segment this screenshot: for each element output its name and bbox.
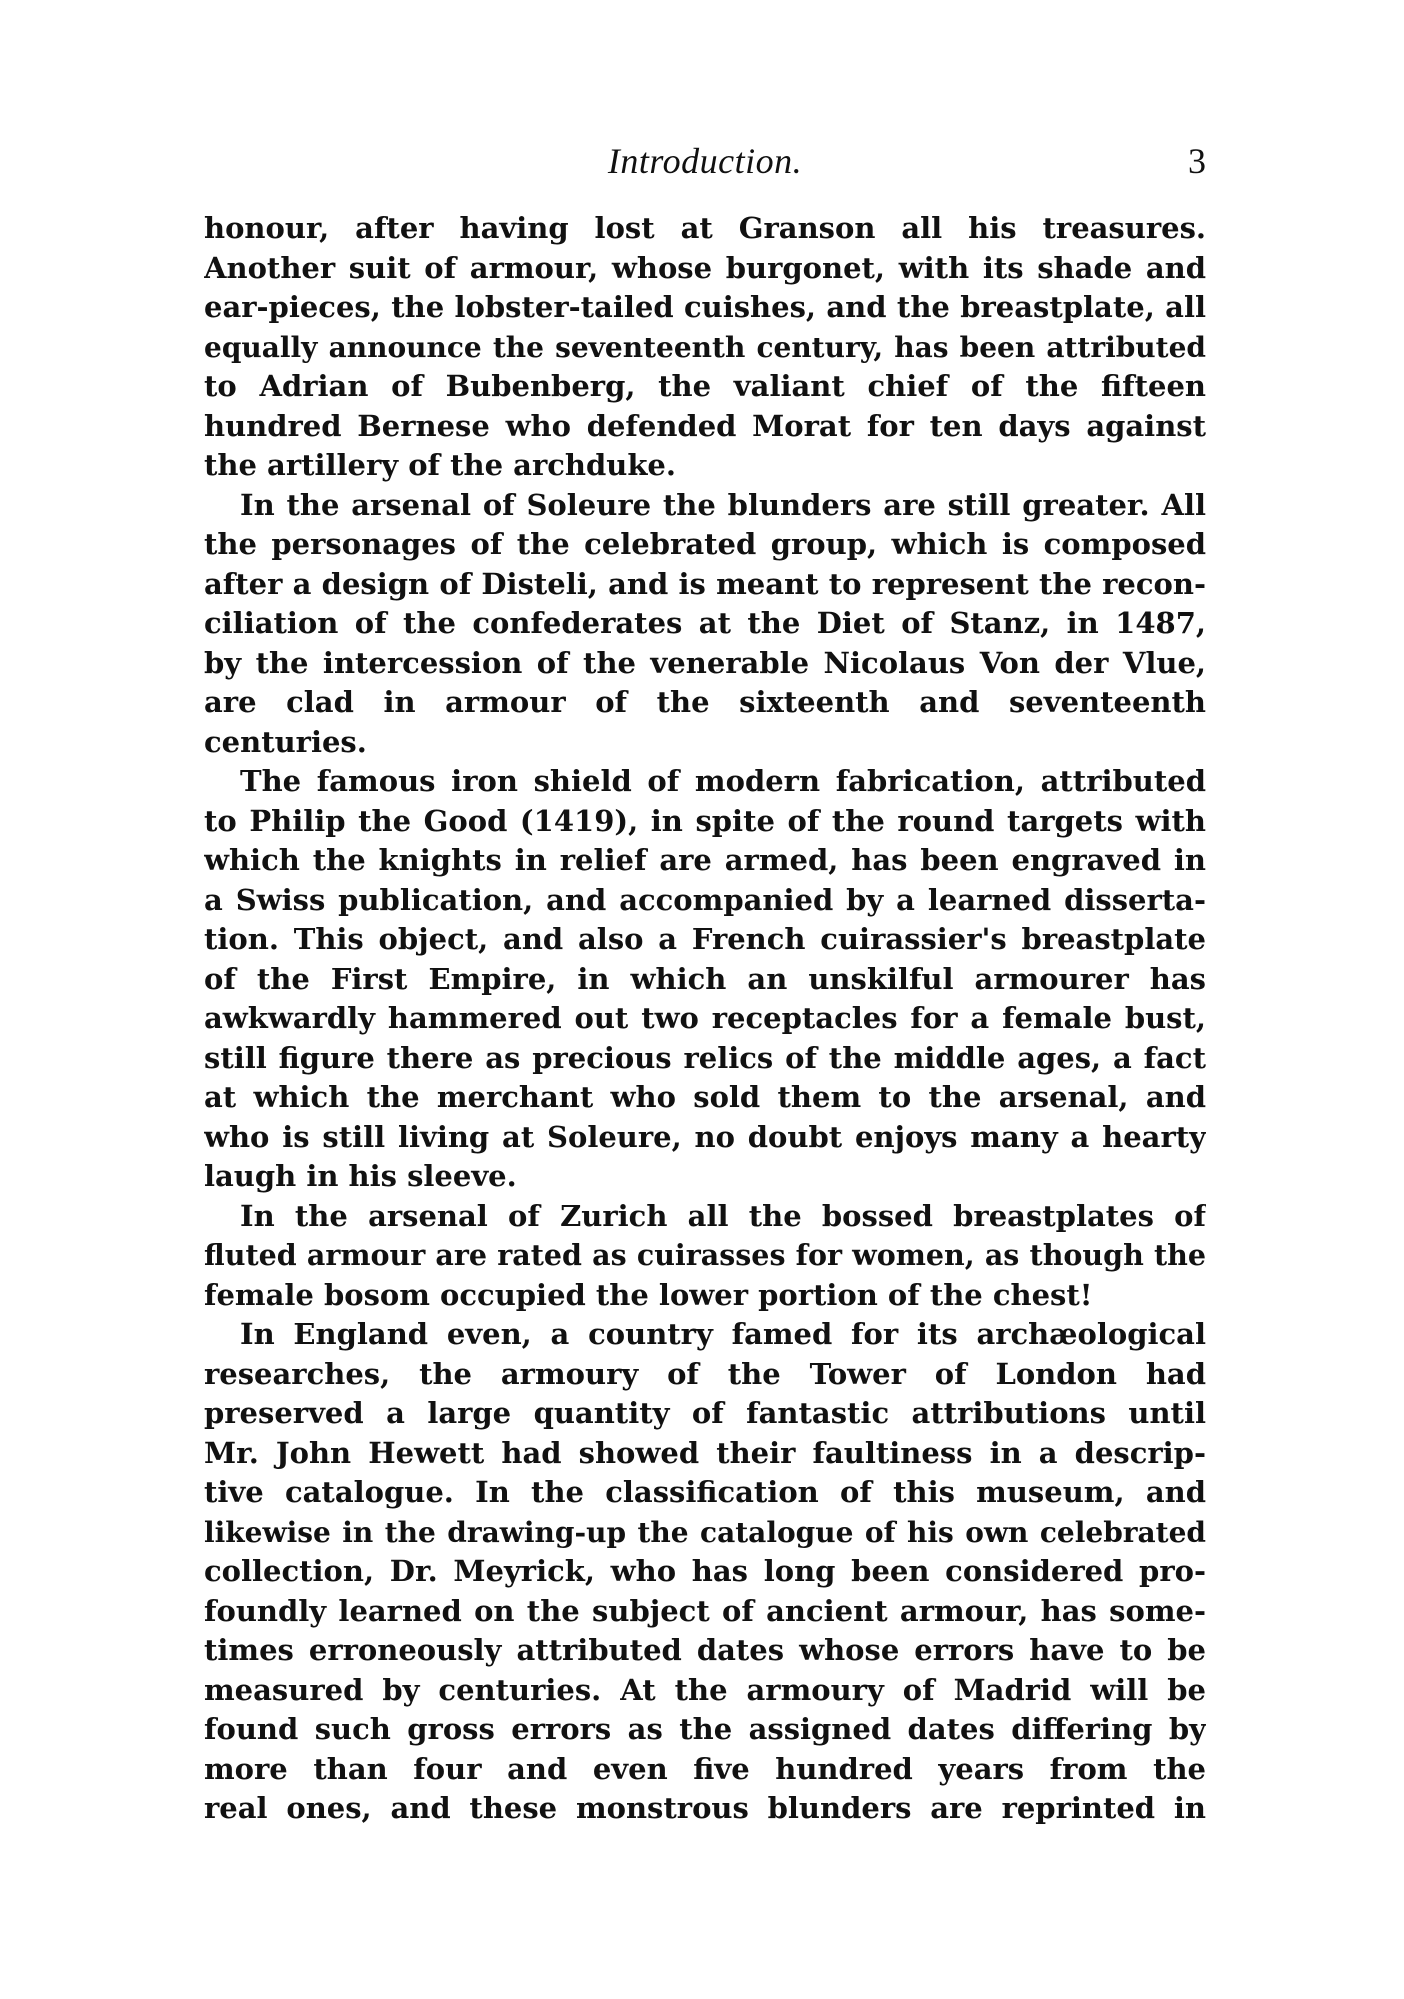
- text-line: honour, after having lost at Granson all his treasures.: [204, 211, 1206, 245]
- text-line: Mr. John Hewett had showed their faultiness in a descrip-: [204, 1435, 1206, 1470]
- text-line: the artillery of the archduke.: [204, 448, 676, 482]
- text-line: awkwardly hammered out two receptacles for a female bust,: [204, 1001, 1206, 1035]
- text-line: at which the merchant who sold them to the arsenal, and: [204, 1080, 1206, 1114]
- text-line: found such gross errors as the assigned dates differing by: [204, 1712, 1206, 1746]
- text-line: collection, Dr. Meyrick, who has long been considered pro-: [204, 1554, 1206, 1588]
- text-line: which the knights in relief are armed, has been engraved in: [204, 843, 1206, 877]
- text-line: of the First Empire, in which an unskilful armourer has: [204, 961, 1206, 996]
- text-line: times erroneously attributed dates whose errors have to be: [204, 1633, 1206, 1667]
- text-line: still figure there as precious relics of the middle ages, a fact: [204, 1040, 1206, 1075]
- text-line: a Swiss publication, and accompanied by a learned disserta-: [204, 882, 1206, 917]
- text-line: ear-pieces, the lobster-tailed cuishes, and the breastplate, all: [204, 290, 1206, 324]
- text-line: researches, the armoury of the Tower of London had: [204, 1356, 1206, 1391]
- text-line: by the intercession of the venerable Nicolaus Von der Vlue,: [204, 645, 1206, 680]
- text-line: centuries.: [204, 724, 367, 759]
- text-line: the personages of the celebrated group, which is composed: [204, 527, 1206, 561]
- body-text: [204, 209, 1206, 1829]
- text-line: real ones, and these monstrous blunders are reprinted in: [204, 1791, 1206, 1825]
- text-line: likewise in the drawing-up the catalogue of his own celebrated: [204, 1515, 1206, 1549]
- running-title: Introduction.: [607, 141, 803, 181]
- text-line: In the arsenal of Soleure the blunders are still greater. All: [240, 487, 1206, 522]
- page-number: 3: [1188, 141, 1206, 181]
- text-line: ciliation of the confederates at the Diet of Stanz, in 1487,: [204, 606, 1206, 640]
- text-line: fluted armour are rated as cuirasses for women, as though the: [204, 1238, 1206, 1272]
- text-line: to Adrian of Bubenberg, the valiant chief of the fifteen: [204, 369, 1206, 403]
- running-head: [204, 140, 1206, 190]
- text-line: hundred Bernese who defended Morat for ten days against: [204, 408, 1206, 443]
- text-line: who is still living at Soleure, no doubt enjoys many a hearty: [204, 1119, 1206, 1154]
- text-line: laugh in his sleeve.: [204, 1159, 517, 1193]
- text-line: measured by centuries. At the armoury of Madrid will be: [204, 1672, 1206, 1707]
- text-line: foundly learned on the subject of ancient armour, has some-: [204, 1593, 1206, 1628]
- text-line: are clad in armour of the sixteenth and seventeenth: [204, 685, 1206, 719]
- text-line: In England even, a country famed for its archæological: [240, 1317, 1206, 1351]
- text-line: equally announce the seventeenth century, has been attributed: [204, 330, 1206, 364]
- text-line: preserved a large quantity of fantastic attributions until: [204, 1396, 1206, 1430]
- text-line: after a design of Disteli, and is meant to represent the recon-: [204, 566, 1206, 601]
- text-line: In the arsenal of Zurich all the bossed breastplates of: [240, 1198, 1206, 1233]
- text-line: tion. This object, and also a French cuirassier's breastplate: [204, 922, 1206, 956]
- text-line: more than four and even five hundred years from the: [204, 1751, 1206, 1786]
- text-line: to Philip the Good (1419), in spite of the round targets with: [204, 803, 1206, 838]
- text-line: tive catalogue. In the classification of this museum, and: [204, 1475, 1206, 1509]
- text-line: The famous iron shield of modern fabrication, attributed: [240, 764, 1206, 798]
- text-line: Another suit of armour, whose burgonet, with its shade and: [204, 250, 1206, 285]
- text-line: female bosom occupied the lower portion of the chest!: [204, 1277, 1093, 1312]
